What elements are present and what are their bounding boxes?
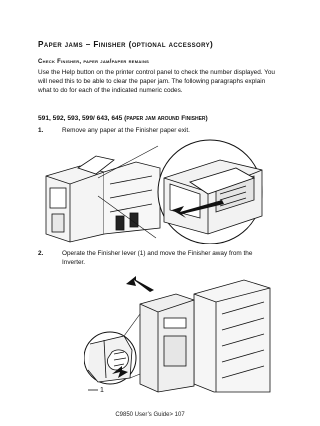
error-codes-heading [38,115,208,122]
step-1 [38,127,278,137]
page-heading [38,40,213,49]
subheading-text: Check Finisher, paper jam/paper remains [38,59,150,65]
step-2-text: Operate the Finisher lever (1) and move the Finisher away from the Inverter. [62,250,253,266]
error-codes: 591, 592, 593, 599/ 643, 645 [38,115,123,122]
intro-paragraph: Use the Help button on the printer control panel to check the number displayed. You will need this to be able to clear the paper jam. The following paragraphs explain what to do for each of the indicated numeric codes. [38,69,275,94]
finisher-paper-exit-illustration [40,138,278,244]
step-2 [38,250,278,270]
step-2-number: 2. [38,250,44,257]
error-codes-qualifier: (paper jam around Finisher) [124,115,208,122]
finisher-lever-illustration [84,274,272,394]
subheading [38,59,149,65]
page-heading-text: Paper jams – Finisher (optional accessory) [38,40,214,49]
page-footer: C9850 User’s Guide> 107 [115,412,185,418]
step-1-text: Remove any paper at the Finisher paper exit. [62,127,190,134]
lever-callout-number: 1 [100,387,104,394]
step-1-number: 1. [38,127,44,134]
